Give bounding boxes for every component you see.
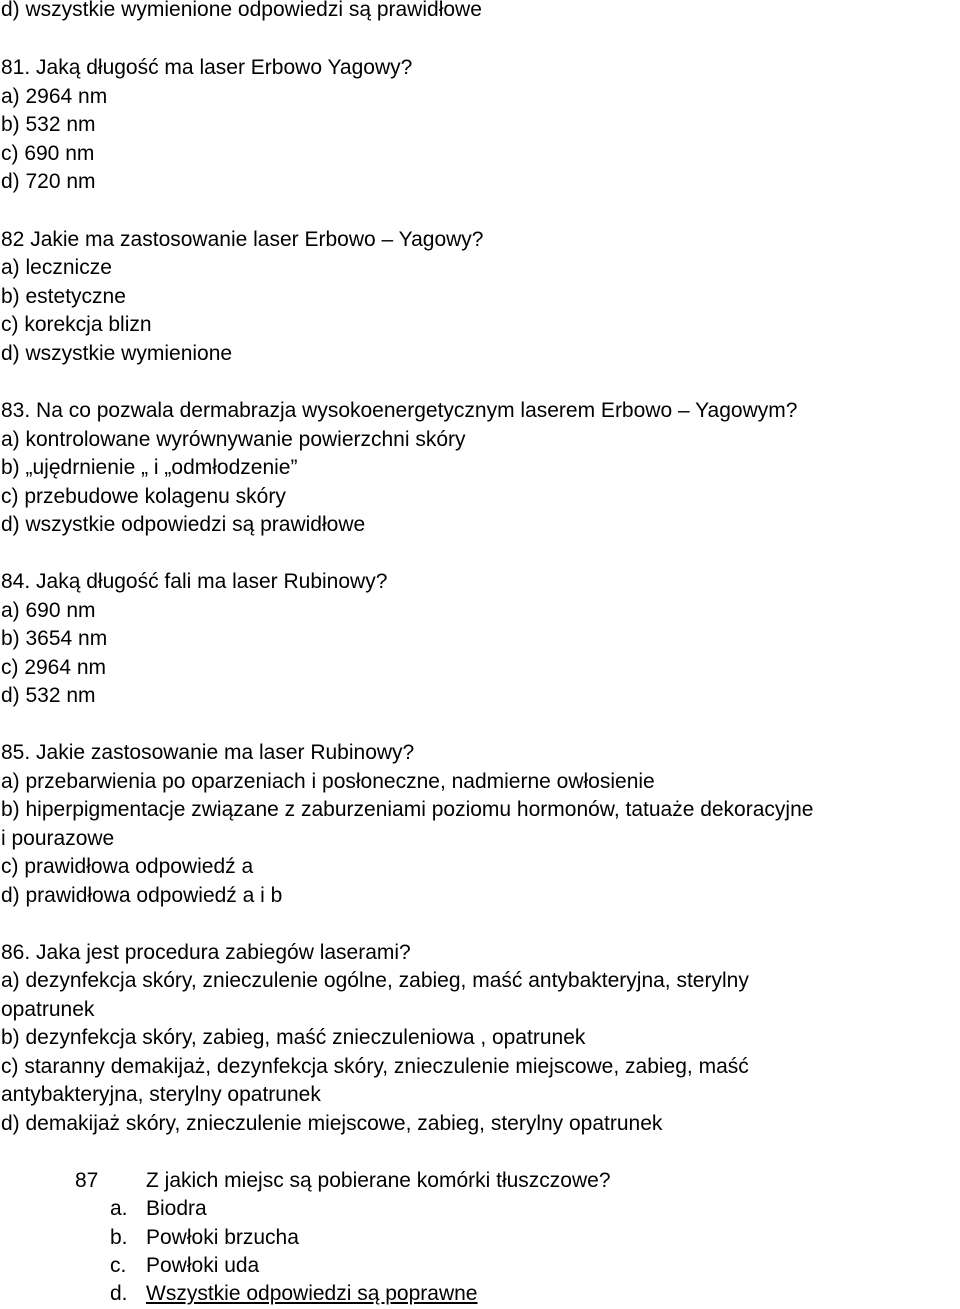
question-81: 81. Jaką długość ma laser Erbowo Yagowy? [1, 56, 413, 79]
q85-option-a: a) przebarwienia po oparzeniach i posłoneczne, nadmierne owłosienie [1, 770, 655, 793]
q82-option-a: a) lecznicze [1, 256, 112, 279]
question-85: 85. Jakie zastosowanie ma laser Rubinowy? [1, 741, 415, 764]
q83-option-a: a) kontrolowane wyrównywanie powierzchni skóry [1, 428, 466, 451]
q85-option-c: c) prawidłowa odpowiedź a [1, 855, 254, 878]
q87-option-d: Wszystkie odpowiedzi są poprawne [146, 1282, 478, 1305]
q81-option-d: d) 720 nm [1, 170, 96, 193]
q85-option-b: b) hiperpigmentacje związane z zaburzeniami poziomu hormonów, tatuaże dekoracyjne [1, 798, 814, 821]
question-87-number: 87 [75, 1169, 99, 1192]
q87-option-a-letter: a. [110, 1197, 128, 1220]
q86-option-a-cont: opatrunek [1, 998, 95, 1021]
q82-option-c: c) korekcja blizn [1, 313, 152, 336]
q83-option-d: d) wszystkie odpowiedzi są prawidłowe [1, 513, 366, 536]
q83-option-c: c) przebudowe kolagenu skóry [1, 485, 286, 508]
answer-prev-d: d) wszystkie wymienione odpowiedzi są prawidłowe [1, 0, 482, 21]
question-82: 82 Jakie ma zastosowanie laser Erbowo – Yagowy? [1, 228, 484, 251]
question-86: 86. Jaka jest procedura zabiegów laserami? [1, 941, 411, 964]
q82-option-b: b) estetyczne [1, 285, 126, 308]
q87-option-b-letter: b. [110, 1226, 128, 1249]
q81-option-b: b) 532 nm [1, 113, 96, 136]
q81-option-c: c) 690 nm [1, 142, 95, 165]
q84-option-d: d) 532 nm [1, 684, 96, 707]
q87-option-a: Biodra [146, 1197, 207, 1220]
q87-option-d-letter: d. [110, 1282, 128, 1305]
q87-option-c-letter: c. [110, 1254, 127, 1277]
q84-option-c: c) 2964 nm [1, 656, 107, 679]
question-87: Z jakich miejsc są pobierane komórki tłuszczowe? [146, 1169, 611, 1192]
q86-option-b: b) dezynfekcja skóry, zabieg, maść znieczuleniowa , opatrunek [1, 1026, 586, 1049]
q81-option-a: a) 2964 nm [1, 85, 108, 108]
q85-option-d: d) prawidłowa odpowiedź a i b [1, 884, 283, 907]
q85-option-b-cont: i pourazowe [1, 827, 115, 850]
q86-option-c-cont: antybakteryjna, sterylny opatrunek [1, 1083, 321, 1106]
q83-option-b: b) „ujędrnienie „ i „odmłodzenie” [1, 456, 298, 479]
q86-option-a: a) dezynfekcja skóry, znieczulenie ogólne, zabieg, maść antybakteryjna, sterylny [1, 969, 749, 992]
q87-option-b: Powłoki brzucha [146, 1226, 299, 1249]
q84-option-a: a) 690 nm [1, 599, 96, 622]
question-84: 84. Jaką długość fali ma laser Rubinowy? [1, 570, 388, 593]
q86-option-d: d) demakijaż skóry, znieczulenie miejscowe, zabieg, sterylny opatrunek [1, 1112, 663, 1135]
q87-option-c: Powłoki uda [146, 1254, 260, 1277]
question-83: 83. Na co pozwala dermabrazja wysokoenergetycznym laserem Erbowo – Yagowym? [1, 399, 798, 422]
q86-option-c: c) staranny demakijaż, dezynfekcja skóry, znieczulenie miejscowe, zabieg, maść [1, 1055, 749, 1078]
q84-option-b: b) 3654 nm [1, 627, 108, 650]
q82-option-d: d) wszystkie wymienione [1, 342, 233, 365]
